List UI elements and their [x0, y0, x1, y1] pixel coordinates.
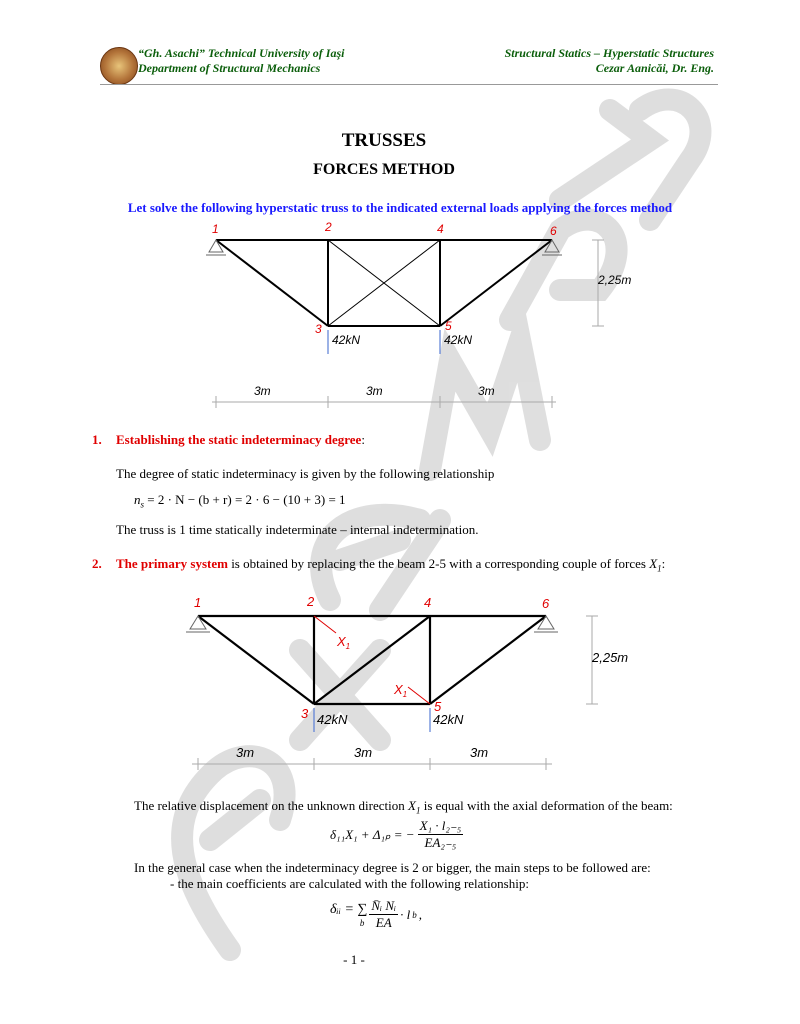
- f2-span-3-dimension: 3m: [470, 745, 489, 760]
- page-title: TRUSSES: [341, 130, 427, 151]
- eq2-rhs-sub: b: [412, 909, 417, 920]
- section-1-heading: [116, 432, 365, 448]
- page-number: - 1 -: [343, 952, 365, 967]
- eq2-sum: [330, 902, 367, 928]
- f2-height-dimension: 2,25m: [592, 650, 629, 665]
- header-course: Structural Statics – Hyperstatic Structures: [504, 46, 714, 60]
- section-2-var: X: [649, 556, 658, 571]
- section-1-colon: :: [361, 432, 365, 447]
- p3-after: is equal with the axial deformation of the beam:: [420, 798, 673, 813]
- truss-figure-2: [170, 590, 650, 775]
- height-dimension: 2,25m: [598, 273, 632, 287]
- eq1-denominator: EA₂₋₅: [424, 835, 457, 850]
- p3-var: X: [408, 798, 416, 813]
- page-subtitle: FORCES METHOD: [313, 161, 455, 178]
- f2-node-5-label: 5: [434, 699, 442, 714]
- header-university: “Gh. Asachi” Technical University of Iaşi: [138, 46, 345, 60]
- f2-node-2-label: 2: [307, 594, 315, 609]
- f2-node-3-label: 3: [301, 706, 309, 721]
- f2-node-1-label: 1: [194, 595, 202, 610]
- eq1-lhs: δ₁₁X₁ + Δ₁ₚ = −: [330, 826, 415, 842]
- section-1-number: 1.: [92, 432, 102, 447]
- p3-sub: 1: [415, 805, 421, 816]
- section-1-paragraph-1: The degree of static indeterminacy is given by the following relationship: [116, 466, 495, 481]
- section-2-title: The primary system: [116, 556, 228, 571]
- eq2-numerator: N̄ᵢ Nᵢ: [371, 898, 397, 913]
- section-2-heading: [116, 556, 665, 574]
- section-2-colon: :: [661, 556, 666, 571]
- coefficient-equation: [330, 898, 422, 931]
- eq2-fraction: [369, 898, 398, 931]
- eq1-fraction: [418, 818, 464, 851]
- f2-node-6-label: 6: [542, 596, 550, 611]
- f2-span-2-dimension: 3m: [354, 745, 373, 760]
- span-3-dimension: 3m: [478, 384, 495, 398]
- section-2-var-sub: 1: [657, 563, 662, 574]
- header-author: Cezar Aanicăi, Dr. Eng.: [595, 61, 714, 75]
- indeterminacy-equation: [134, 492, 346, 510]
- span-2-dimension: 3m: [366, 384, 383, 398]
- node-4-label: 4: [437, 222, 444, 236]
- load-5-label: 42kN: [444, 333, 473, 347]
- eq-ns-sub: s: [140, 499, 145, 510]
- load-3-label: 42kN: [332, 333, 361, 347]
- f2-span-1-dimension: 3m: [236, 745, 255, 760]
- node-5-label: 5: [445, 319, 452, 333]
- node-6-label: 6: [550, 224, 557, 238]
- university-seal: [100, 47, 138, 85]
- truss-figure-1: [190, 220, 632, 420]
- eq2-lhs: δᵢᵢ = ∑: [330, 901, 368, 917]
- f2-load-3-label: 42kN: [317, 712, 348, 727]
- main-coefficients-paragraph: - the main coefficients are calculated with the following relationship:: [170, 876, 529, 891]
- eq2-denominator: EA: [375, 915, 392, 930]
- f2-load-5-label: 42kN: [433, 712, 464, 727]
- compatibility-equation: [330, 818, 463, 851]
- eq2-sum-sub: b: [359, 917, 365, 928]
- section-1-paragraph-2: The truss is 1 time statically indeterminate – internal indetermination.: [116, 522, 479, 537]
- eq-ns: n: [134, 492, 141, 507]
- x1-label-bottom: $X_1$: [394, 682, 408, 699]
- general-case-paragraph: In the general case when the indeterminacy degree is 2 or bigger, the main steps to be followed are:: [134, 860, 651, 875]
- eq2-end: ,: [418, 906, 422, 922]
- node-3-label: 3: [315, 322, 322, 336]
- x1-label-top: $X_1$: [337, 634, 351, 651]
- p3-before: The relative displacement on the unknown direction: [134, 798, 408, 813]
- displacement-paragraph: [134, 798, 673, 816]
- intro-text: Let solve the following hyperstatic truss to the indicated external loads applying the forces method: [127, 200, 673, 215]
- header-department: Department of Structural Mechanics: [138, 61, 321, 75]
- node-1-label: 1: [212, 222, 219, 236]
- eq2-rhs: · l: [400, 906, 411, 922]
- f2-node-4-label: 4: [424, 595, 432, 610]
- section-2-number: 2.: [92, 556, 102, 571]
- node-2-label: 2: [325, 220, 332, 234]
- header-divider: [100, 84, 718, 85]
- section-1-title: Establishing the static indeterminacy degree: [116, 432, 362, 447]
- eq1-numerator: X₁ · l₂₋₅: [419, 818, 462, 833]
- eq-ns-rest: = 2 · N − (b + r) = 2 · 6 − (10 + 3) = 1: [144, 492, 346, 507]
- section-2-text: is obtained by replacing the the beam 2-5 with a corresponding couple of forces: [227, 556, 650, 571]
- span-1-dimension: 3m: [254, 384, 271, 398]
